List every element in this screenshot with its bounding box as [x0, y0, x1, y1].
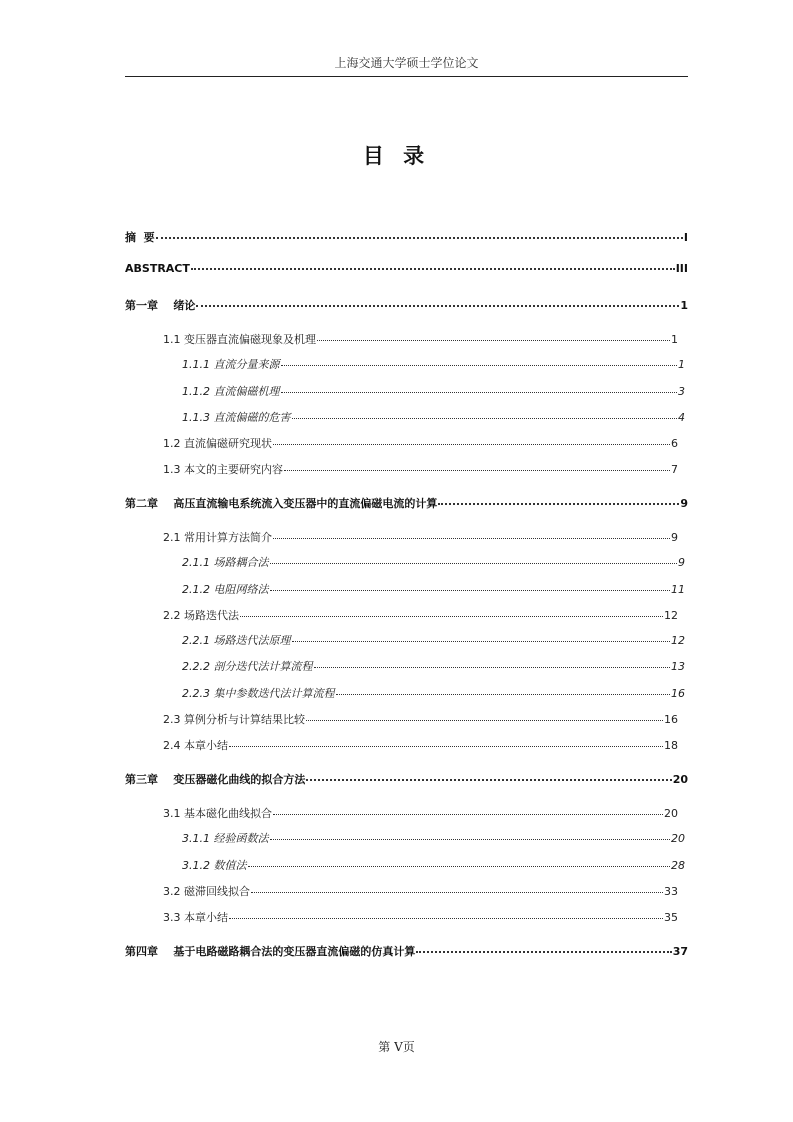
toc-entry[interactable]	[163, 529, 678, 545]
toc-entry-page: 35	[664, 911, 678, 924]
toc-entry[interactable]	[125, 297, 688, 313]
toc-entry[interactable]	[182, 830, 685, 846]
toc-entry-page: 1	[680, 299, 688, 312]
running-header: 上海交通大学硕士学位论文	[334, 56, 479, 70]
toc-leader-dots	[317, 340, 670, 341]
toc-entry-label: 1.1.1 直流分量来源	[182, 358, 280, 371]
toc-entry[interactable]	[182, 409, 685, 425]
toc-entry-page: 20	[671, 832, 685, 845]
toc-leader-dots	[273, 444, 670, 445]
toc-entry[interactable]	[182, 383, 685, 399]
toc-leader-dots	[273, 814, 663, 815]
toc-entry-label: 2.1.2 电阻网络法	[182, 583, 269, 596]
toc-entry[interactable]	[125, 229, 688, 245]
toc-leader-dots	[251, 892, 663, 893]
toc-entry-label: 1.2 直流偏磁研究现状	[163, 437, 272, 450]
toc-entry[interactable]	[182, 685, 685, 701]
toc-leader-dots	[229, 918, 663, 919]
toc-entry[interactable]	[125, 262, 688, 278]
toc-entry-page: III	[675, 262, 688, 275]
toc-entry-page: 20	[672, 773, 688, 786]
toc-entry[interactable]	[182, 658, 685, 674]
toc-entry-label: 2.1 常用计算方法简介	[163, 531, 272, 544]
toc-entry[interactable]	[163, 435, 678, 451]
page-number: 第 V页	[378, 1040, 415, 1054]
toc-entry-label: 3.1.2 数值法	[182, 859, 247, 872]
toc-entry[interactable]	[125, 771, 688, 787]
toc-entry-page: 9	[678, 556, 685, 569]
toc-leader-dots	[416, 951, 671, 953]
toc-entry[interactable]	[182, 581, 685, 597]
toc-entry-page: 9	[671, 531, 678, 544]
toc-entry[interactable]	[163, 331, 678, 347]
toc-entry-label: 第二章 高压直流输电系统流入变压器中的直流偏磁电流的计算	[125, 497, 438, 510]
toc-entry-page: 1	[671, 333, 678, 346]
toc-leader-dots	[284, 470, 670, 471]
toc-leader-dots	[292, 418, 678, 419]
toc-entry-page: 9	[680, 497, 688, 510]
toc-entry[interactable]	[182, 857, 685, 873]
toc-entry-page: 20	[664, 807, 678, 820]
toc-entry[interactable]	[182, 632, 685, 648]
toc-entry-label: 3.1.1 经验函数法	[182, 832, 269, 845]
toc-entry-label: 1.1.3 直流偏磁的危害	[182, 411, 291, 424]
toc-entry[interactable]	[163, 461, 678, 477]
toc-leader-dots	[306, 720, 663, 721]
toc-entry-page: 12	[671, 634, 685, 647]
toc-leader-dots	[248, 866, 671, 867]
header-rule	[125, 76, 688, 77]
toc-entry-page: 16	[664, 713, 678, 726]
toc-entry-page: 12	[664, 609, 678, 622]
toc-entry-page: 6	[671, 437, 678, 450]
toc-leader-dots	[156, 237, 683, 239]
toc-entry-page: 4	[678, 411, 685, 424]
toc-entry-label: 2.2 场路迭代法	[163, 609, 239, 622]
toc-entry-page: 1	[678, 358, 685, 371]
toc-entry-label: 2.2.3 集中参数迭代法计算流程	[182, 687, 335, 700]
toc-entry-page: I	[683, 231, 688, 244]
toc-entry-label: 第三章 变压器磁化曲线的拟合方法	[125, 773, 306, 786]
toc-entry[interactable]	[163, 805, 678, 821]
toc-entry-page: 28	[671, 859, 685, 872]
toc-leader-dots	[438, 503, 679, 505]
toc-leader-dots	[270, 590, 671, 591]
toc-leader-dots	[336, 694, 671, 695]
toc-leader-dots	[270, 839, 671, 840]
toc-entry-page: 3	[678, 385, 685, 398]
toc-entry[interactable]	[163, 737, 678, 753]
toc-leader-dots	[281, 365, 678, 366]
toc-entry-label: ABSTRACT	[125, 262, 190, 275]
toc-entry-label: 第一章 绪论	[125, 299, 196, 312]
toc-entry-label: 2.2.2 剖分迭代法计算流程	[182, 660, 313, 673]
toc-entry-label: 3.1 基本磁化曲线拟合	[163, 807, 272, 820]
toc-entry-page: 18	[664, 739, 678, 752]
toc-leader-dots	[240, 616, 663, 617]
toc-entry-label: 1.3 本文的主要研究内容	[163, 463, 283, 476]
toc-entry-page: 37	[672, 945, 688, 958]
toc-entry[interactable]	[163, 711, 678, 727]
toc-leader-dots	[196, 305, 679, 307]
toc-entry-label: 2.1.1 场路耦合法	[182, 556, 269, 569]
toc-entry[interactable]	[163, 883, 678, 899]
toc-leader-dots	[273, 538, 670, 539]
toc-entry-label: 1.1 变压器直流偏磁现象及机理	[163, 333, 316, 346]
toc-entry[interactable]	[182, 356, 685, 372]
toc-entry-label: 2.3 算例分析与计算结果比较	[163, 713, 305, 726]
toc-leader-dots	[281, 392, 678, 393]
toc-entry-label: 摘 要	[125, 231, 155, 244]
toc-entry-label: 第四章 基于电路磁路耦合法的变压器直流偏磁的仿真计算	[125, 945, 416, 958]
toc-entry[interactable]	[182, 554, 685, 570]
toc-leader-dots	[229, 746, 663, 747]
toc-entry-label: 3.3 本章小结	[163, 911, 228, 924]
toc-entry[interactable]	[125, 495, 688, 511]
toc-entry-label: 3.2 磁滞回线拟合	[163, 885, 250, 898]
toc-leader-dots	[306, 779, 671, 781]
toc-leader-dots	[270, 563, 678, 564]
toc-entry-page: 7	[671, 463, 678, 476]
toc-leader-dots	[191, 268, 675, 270]
toc-entry-label: 2.2.1 场路迭代法原理	[182, 634, 291, 647]
toc-entry-page: 13	[671, 660, 685, 673]
page-title: 目 录	[362, 144, 431, 168]
toc-entry-label: 2.4 本章小结	[163, 739, 228, 752]
toc-entry-page: 16	[671, 687, 685, 700]
toc-entry-page: 11	[671, 583, 685, 596]
toc-entry[interactable]	[163, 607, 678, 623]
toc-leader-dots	[314, 667, 671, 668]
toc-leader-dots	[292, 641, 671, 642]
toc-entry[interactable]	[163, 909, 678, 925]
toc-entry-label: 1.1.2 直流偏磁机理	[182, 385, 280, 398]
toc-entry-page: 33	[664, 885, 678, 898]
toc-entry[interactable]	[125, 943, 688, 959]
